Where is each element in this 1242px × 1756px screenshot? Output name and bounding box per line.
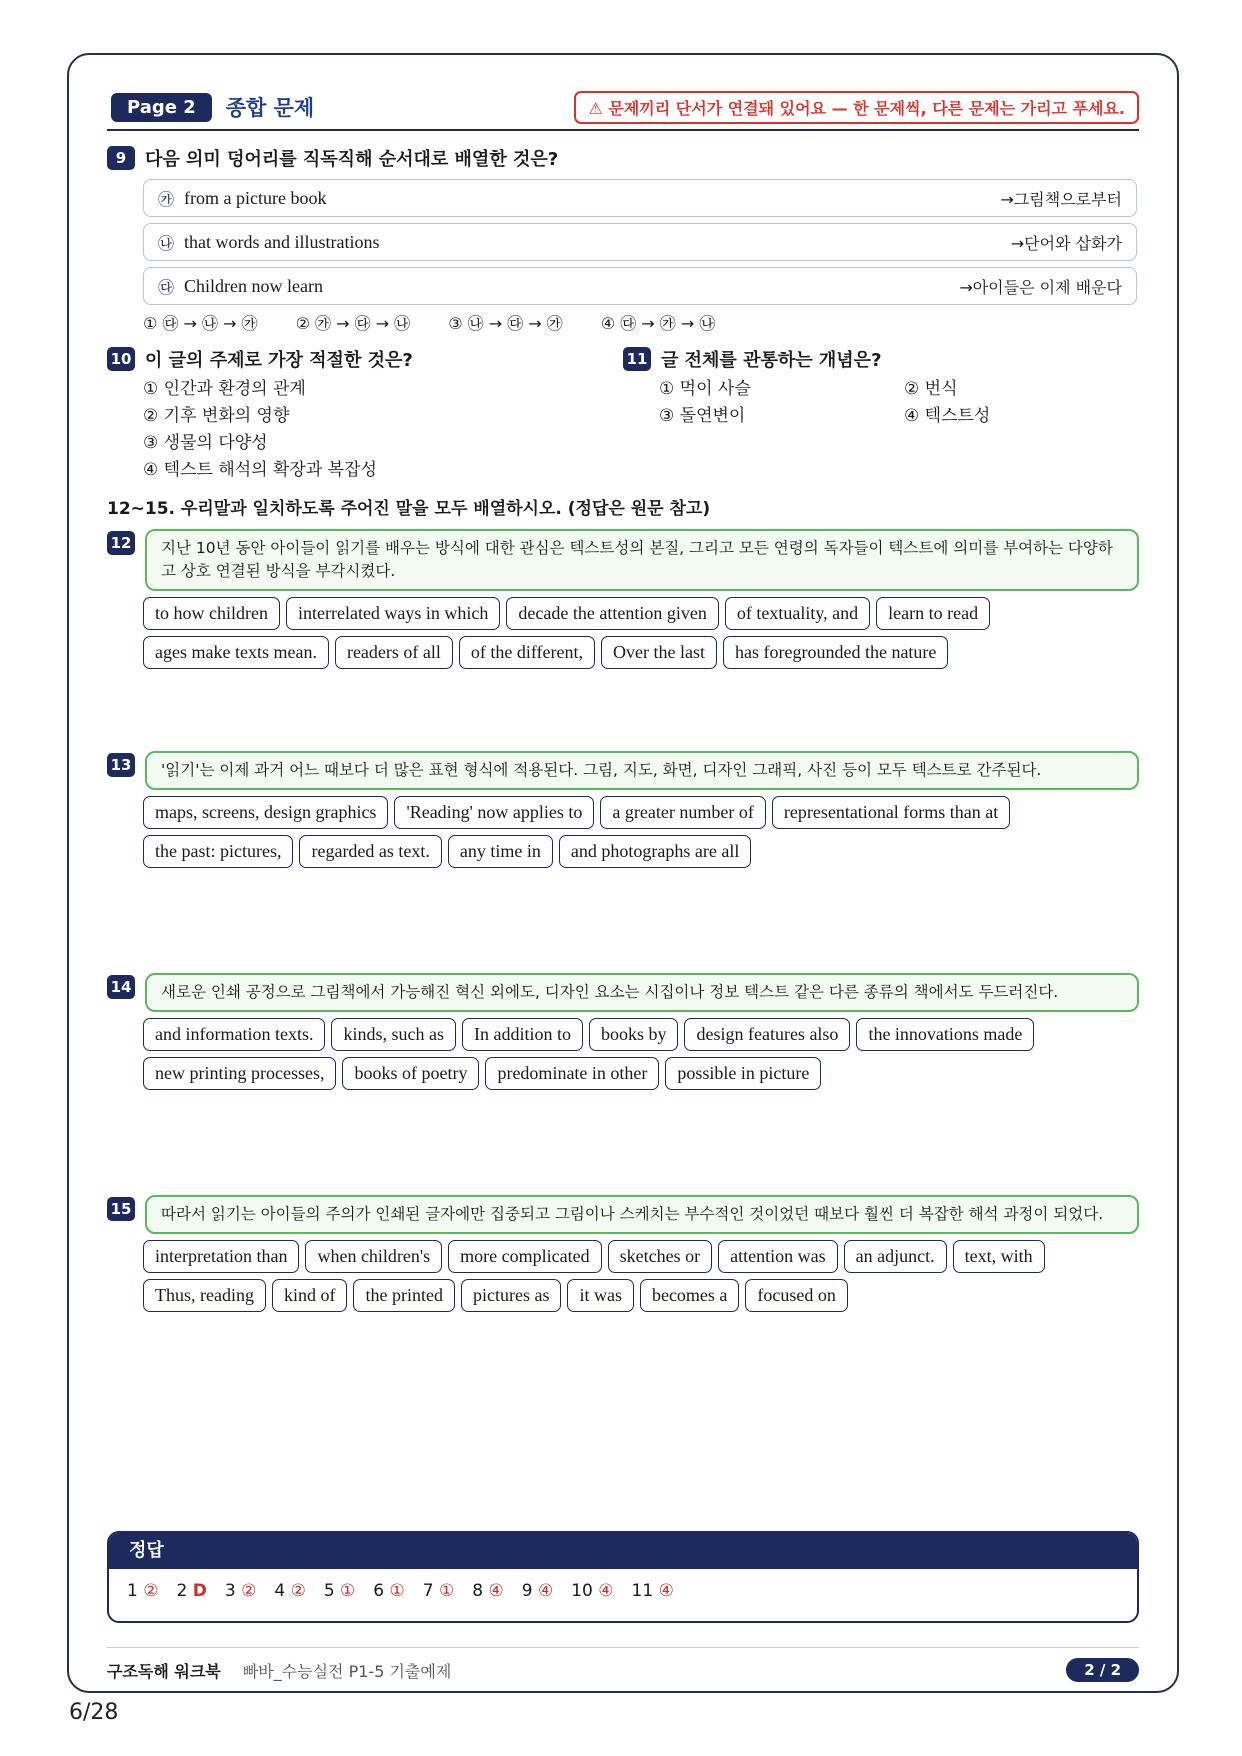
q9-chunk-list: [107, 179, 1139, 305]
word-tile[interactable]: ages make texts mean.: [143, 636, 329, 669]
chunk-korean: →아이들은 이제 배운다: [959, 277, 1122, 297]
word-tiles: [143, 796, 1143, 874]
word-tile[interactable]: kinds, such as: [331, 1018, 456, 1051]
page-footer: [107, 1647, 1139, 1682]
word-tile[interactable]: interpretation than: [143, 1240, 299, 1273]
word-tiles: [143, 1240, 1143, 1318]
chunk-korean: →단어와 삽화가: [1010, 233, 1122, 253]
word-tile[interactable]: Over the last: [601, 636, 717, 669]
word-tile[interactable]: has foregrounded the nature: [723, 636, 948, 669]
option-3[interactable]: ③ ㉯ → ㉰ → ㉮: [448, 314, 563, 333]
page-header: [107, 91, 1139, 131]
chunk-mark: ㉰: [158, 277, 175, 297]
footer-brand: 구조독해 워크북: [107, 1661, 221, 1681]
word-tile[interactable]: predominate in other: [485, 1057, 659, 1090]
word-tiles: [143, 1018, 1143, 1096]
option-4[interactable]: ④ ㉰ → ㉮ → ㉯: [600, 314, 716, 333]
word-tile[interactable]: attention was: [718, 1240, 837, 1273]
word-tile[interactable]: more complicated: [448, 1240, 601, 1273]
option-1[interactable]: ① 인간과 환경의 관계: [143, 379, 306, 399]
question-number: 13: [107, 753, 135, 777]
option-2[interactable]: ② 기후 변화의 영향: [143, 406, 290, 426]
questions-10-11: [107, 346, 1139, 484]
word-tile[interactable]: an adjunct.: [844, 1240, 947, 1273]
q9-options: [143, 311, 1139, 334]
word-tile[interactable]: books by: [589, 1018, 679, 1051]
worksheet-page: [67, 53, 1179, 1693]
word-tile[interactable]: a greater number of: [600, 796, 765, 829]
question-number: 11: [623, 347, 651, 371]
chunk-item: [143, 223, 1137, 261]
word-tile[interactable]: possible in picture: [665, 1057, 821, 1090]
korean-sentence: 지난 10년 동안 아이들이 읽기를 배우는 방식에 대한 관심은 텍스트성의 본질, 그리고 모든 연령의 독자들이 텍스트에 의미를 부여하는 다양하고 상호 연결된 방식을 부각시켰다.: [145, 529, 1139, 591]
word-tile[interactable]: focused on: [745, 1279, 847, 1312]
question-14: [107, 973, 1139, 1185]
answer-item: 11 ④: [631, 1581, 674, 1601]
word-tile[interactable]: pictures as: [461, 1279, 561, 1312]
word-tile[interactable]: when children's: [305, 1240, 442, 1273]
word-tile[interactable]: and information texts.: [143, 1018, 325, 1051]
word-tile[interactable]: Thus, reading: [143, 1279, 266, 1312]
document-page-counter: 6/28: [69, 1700, 119, 1725]
question-10: [107, 346, 623, 484]
word-tile[interactable]: becomes a: [640, 1279, 739, 1312]
answer-list: [109, 1569, 1137, 1613]
word-tile[interactable]: the past: pictures,: [143, 835, 293, 868]
word-tile[interactable]: sketches or: [608, 1240, 712, 1273]
word-tile[interactable]: decade the attention given: [506, 597, 718, 630]
question-9-header: [107, 145, 1139, 171]
question-11: [623, 346, 1139, 484]
arrange-instruction: 12~15. 우리말과 일치하도록 주어진 말을 모두 배열하시오. (정답은 원문 참고): [107, 499, 711, 519]
word-tile[interactable]: readers of all: [335, 636, 453, 669]
footer-subtitle: 빠바_수능실전 P1-5 기출예제: [242, 1661, 452, 1681]
word-tile[interactable]: learn to read: [876, 597, 990, 630]
question-10-header: [107, 346, 623, 372]
page-title: 종합 문제: [225, 96, 315, 120]
worksheet-content: [107, 91, 1139, 1681]
option-1[interactable]: ① 먹이 사슬: [659, 379, 751, 399]
option-3[interactable]: ③ 돌연변이: [659, 406, 746, 426]
word-tile[interactable]: maps, screens, design graphics: [143, 796, 388, 829]
word-tile[interactable]: the innovations made: [856, 1018, 1034, 1051]
chunk-item: [143, 179, 1137, 217]
chunk-english: from a picture book: [184, 187, 327, 208]
korean-sentence: 따라서 읽기는 아이들의 주의가 인쇄된 글자에만 집중되고 그림이나 스케치는 부수적인 것이었던 때보다 훨씬 더 복잡한 해석 과정이 되었다.: [145, 1195, 1139, 1234]
chunk-english: Children now learn: [184, 275, 323, 296]
footer-page-number: 2 / 2: [1066, 1658, 1139, 1682]
answer-item: 10 ④: [571, 1581, 614, 1601]
answer-key: [107, 1531, 1139, 1623]
answer-item: 9 ④: [521, 1581, 554, 1601]
answer-item: 7 ①: [422, 1581, 455, 1601]
question-11-header: [623, 346, 1139, 372]
answer-item: 5 ①: [323, 1581, 356, 1601]
warning-banner: ⚠ 문제끼리 단서가 연결돼 있어요 — 한 문제씩, 다른 문제는 가리고 푸세요.: [574, 91, 1139, 124]
word-tiles: [143, 597, 1143, 675]
question-12: [107, 529, 1139, 741]
word-tile[interactable]: books of poetry: [342, 1057, 479, 1090]
word-tile[interactable]: text, with: [953, 1240, 1045, 1273]
word-tile[interactable]: any time in: [448, 835, 553, 868]
korean-sentence: 새로운 인쇄 공정으로 그림책에서 가능해진 혁신 외에도, 디자인 요소는 시집이나 정보 텍스트 같은 다른 종류의 책에서도 두드러진다.: [145, 973, 1139, 1012]
question-number: 10: [107, 347, 135, 371]
word-tile[interactable]: design features also: [684, 1018, 850, 1051]
chunk-mark: ㉯: [158, 233, 175, 253]
page-label: Page 2: [111, 93, 212, 122]
option-2[interactable]: ② 번식: [904, 379, 958, 399]
answer-item: 4 ②: [274, 1581, 306, 1601]
option-4[interactable]: ④ 텍스트성: [904, 406, 991, 426]
question-number: 15: [107, 1197, 135, 1221]
word-tile[interactable]: 'Reading' now applies to: [394, 796, 594, 829]
question-15: [107, 1195, 1139, 1318]
option-1[interactable]: ① ㉰ → ㉯ → ㉮: [143, 314, 258, 333]
answer-item: 8 ④: [472, 1581, 504, 1601]
option-3[interactable]: ③ 생물의 다양성: [143, 433, 268, 453]
word-tile[interactable]: the printed: [353, 1279, 454, 1312]
option-4[interactable]: ④ 텍스트 해석의 확장과 복잡성: [143, 460, 377, 480]
chunk-korean: →그림책으로부터: [1000, 189, 1122, 209]
word-tile[interactable]: of textuality, and: [725, 597, 870, 630]
word-tile[interactable]: interrelated ways in which: [286, 597, 500, 630]
word-tile[interactable]: regarded as text.: [299, 835, 441, 868]
option-2[interactable]: ② ㉮ → ㉰ → ㉯: [295, 314, 411, 333]
word-tile[interactable]: In addition to: [462, 1018, 583, 1051]
question-number: 9: [107, 146, 135, 170]
word-tile[interactable]: representational forms than at: [772, 796, 1010, 829]
word-tile[interactable]: to how children: [143, 597, 280, 630]
answer-key-title: 정답: [109, 1533, 1137, 1569]
question-number: 14: [107, 975, 135, 999]
question-text: 다음 의미 덩어리를 직독직해 순서대로 배열한 것은?: [145, 149, 559, 170]
chunk-item: [143, 267, 1137, 305]
answer-item: 2 D: [176, 1581, 207, 1601]
question-13: [107, 751, 1139, 963]
question-text: 이 글의 주제로 가장 적절한 것은?: [145, 350, 413, 371]
korean-sentence: '읽기'는 이제 과거 어느 때보다 더 많은 표현 형식에 적용된다. 그림, 지도, 화면, 디자인 그래픽, 사진 등이 모두 텍스트로 간주된다.: [145, 751, 1139, 790]
question-text: 글 전체를 관통하는 개념은?: [661, 350, 882, 371]
answer-item: 3 ②: [224, 1581, 257, 1601]
word-tile[interactable]: of the different,: [459, 636, 595, 669]
word-tile[interactable]: kind of: [272, 1279, 348, 1312]
chunk-mark: ㉮: [158, 189, 175, 209]
answer-item: 1 ②: [127, 1581, 159, 1601]
question-number: 12: [107, 531, 135, 555]
word-tile[interactable]: it was: [567, 1279, 634, 1312]
answer-item: 6 ①: [373, 1581, 405, 1601]
word-tile[interactable]: and photographs are all: [559, 835, 751, 868]
chunk-english: that words and illustrations: [184, 231, 380, 252]
word-tile[interactable]: new printing processes,: [143, 1057, 336, 1090]
